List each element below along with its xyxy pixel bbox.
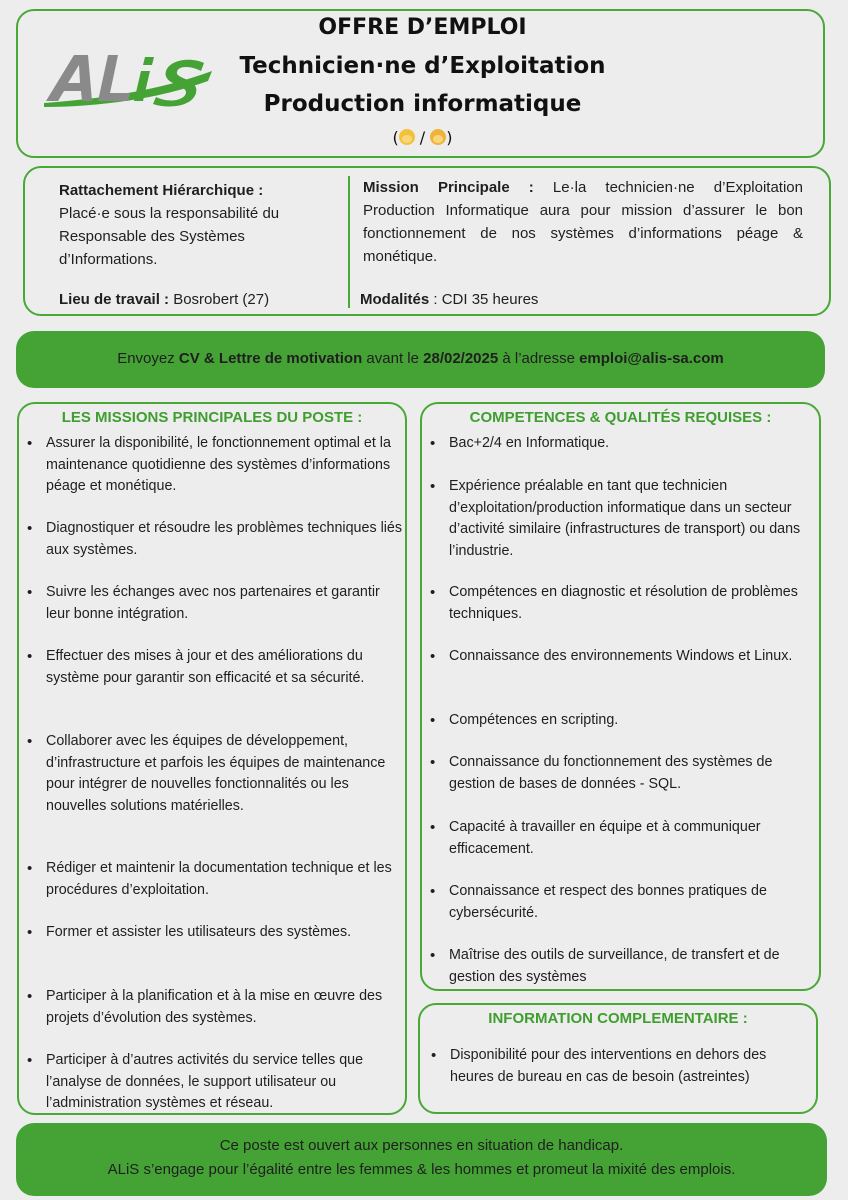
mission-text: Le·la technicien·ne d’Exploitation Production Informatique aura pour mission d’assurer le bon fonctionnement de nos systèmes d’informations péage & monétique.: [363, 179, 803, 265]
rattachement-label: Rattachement Hiérarchique :: [59, 182, 264, 199]
job-title-line1: Technicien·ne d’Exploitation: [239, 53, 606, 79]
header-box: [16, 9, 825, 158]
list-item: • Compétences en diagnostic et résolution de problèmes techniques.: [427, 582, 821, 625]
mission-label: Mission Principale :: [363, 179, 534, 196]
gender-separator: /: [414, 128, 431, 147]
apply-deadline: 28/02/2025: [423, 350, 499, 367]
list-item: • Participer à la planification et à la mise en œuvre des projets d’évolution des systèmes.: [24, 986, 404, 1029]
list-item: • Expérience préalable en tant que technicien d’exploitation/production informatique dans un secteur d’activité similaire (infrastructures de transport) ou dans l’industrie.: [427, 476, 821, 562]
list-item: • Connaissance des environnements Windows et Linux.: [427, 646, 792, 668]
man-emoji-icon: [399, 129, 415, 145]
apply-prefix: Envoyez: [117, 350, 179, 367]
workplace: [59, 288, 269, 311]
footer-banner: [16, 1123, 827, 1196]
skills-title: COMPETENCES & QUALITÉS REQUISES :: [469, 409, 772, 426]
mission-block: [363, 176, 803, 268]
modalites-label: Modalités: [360, 291, 430, 308]
list-item: • Collaborer avec les équipes de développement, d’infrastructure et parfois les équipes de maintenance pour intégrer de nouvelles fonctionnalités ou les nouvelles solutions matérielles.: [24, 731, 404, 817]
list-item: • Connaissance et respect des bonnes pratiques de cybersécurité.: [427, 881, 821, 924]
gender-close: ): [446, 128, 453, 147]
apply-email-link[interactable]: emploi@alis-sa.com: [579, 350, 724, 367]
list-item: • Compétences en scripting.: [427, 710, 618, 732]
woman-emoji-icon: [430, 129, 446, 145]
missions-title: LES MISSIONS PRINCIPALES DU POSTE :: [61, 409, 363, 426]
list-item: • Participer à d’autres activités du service telles que l’analyse de données, le support utilisateur ou l’administration systèmes et réseau.: [24, 1050, 404, 1115]
list-item: • Suivre les échanges avec nos partenaires et garantir leur bonne intégration.: [24, 582, 404, 625]
equality-statement: ALiS s’engage pour l’égalité entre les femmes & les hommes et promeut la mixité des emplois.: [107, 1161, 736, 1178]
list-item: • Connaissance du fonctionnement des systèmes de gestion de bases de données - SQL.: [427, 752, 821, 795]
gender-open: (: [392, 128, 399, 147]
apply-docs: CV & Lettre de motivation: [178, 350, 363, 367]
apply-suffix: à l’adresse: [498, 350, 580, 367]
apply-text: [16, 350, 825, 367]
apply-banner: [16, 331, 825, 388]
rattachement-text: Placé·e sous la responsabilité du Responsable des Systèmes d’Informations.: [59, 205, 280, 268]
modalites-value: : CDI 35 heures: [429, 291, 539, 308]
apply-middle: avant le: [362, 350, 424, 367]
list-item: • Assurer la disponibilité, le fonctionnement optimal et la maintenance quotidienne des systèmes d’informations péage et monétique.: [24, 433, 404, 498]
list-item: • Rédiger et maintenir la documentation technique et les procédures d’exploitation.: [24, 858, 404, 901]
list-item: • Effectuer des mises à jour et des améliorations du système pour garantir son efficacité et sa sécurité.: [24, 646, 404, 689]
rattachement-block: [59, 179, 329, 271]
handicap-statement: Ce poste est ouvert aux personnes en situation de handicap.: [219, 1137, 624, 1154]
list-item: • Disponibilité pour des interventions en dehors des heures de bureau en cas de besoin (astreintes): [428, 1045, 813, 1088]
job-info-box: [23, 166, 831, 316]
offer-heading: OFFRE D’EMPLOI: [318, 15, 527, 40]
gender-indicator: [18, 128, 827, 147]
missions-box: [17, 402, 407, 1115]
list-item: • Former et assister les utilisateurs des systèmes.: [24, 922, 351, 944]
job-title-line2: Production informatique: [263, 91, 582, 117]
list-item: • Capacité à travailler en équipe et à communiquer efficacement.: [427, 817, 821, 860]
modalites: [360, 288, 538, 311]
info-divider: [348, 176, 350, 308]
list-item: • Maîtrise des outils de surveillance, de transfert et de gestion des systèmes: [427, 945, 821, 988]
list-item: • Diagnostiquer et résoudre les problèmes techniques liés aux systèmes.: [24, 518, 404, 561]
workplace-label: Lieu de travail :: [59, 291, 170, 308]
skills-box: [420, 402, 821, 991]
extra-info-box: [418, 1003, 818, 1114]
extra-title: INFORMATION COMPLEMENTAIRE :: [488, 1010, 748, 1027]
list-item: • Bac+2/4 en Informatique.: [427, 433, 609, 455]
workplace-value: Bosrobert (27): [169, 291, 270, 308]
